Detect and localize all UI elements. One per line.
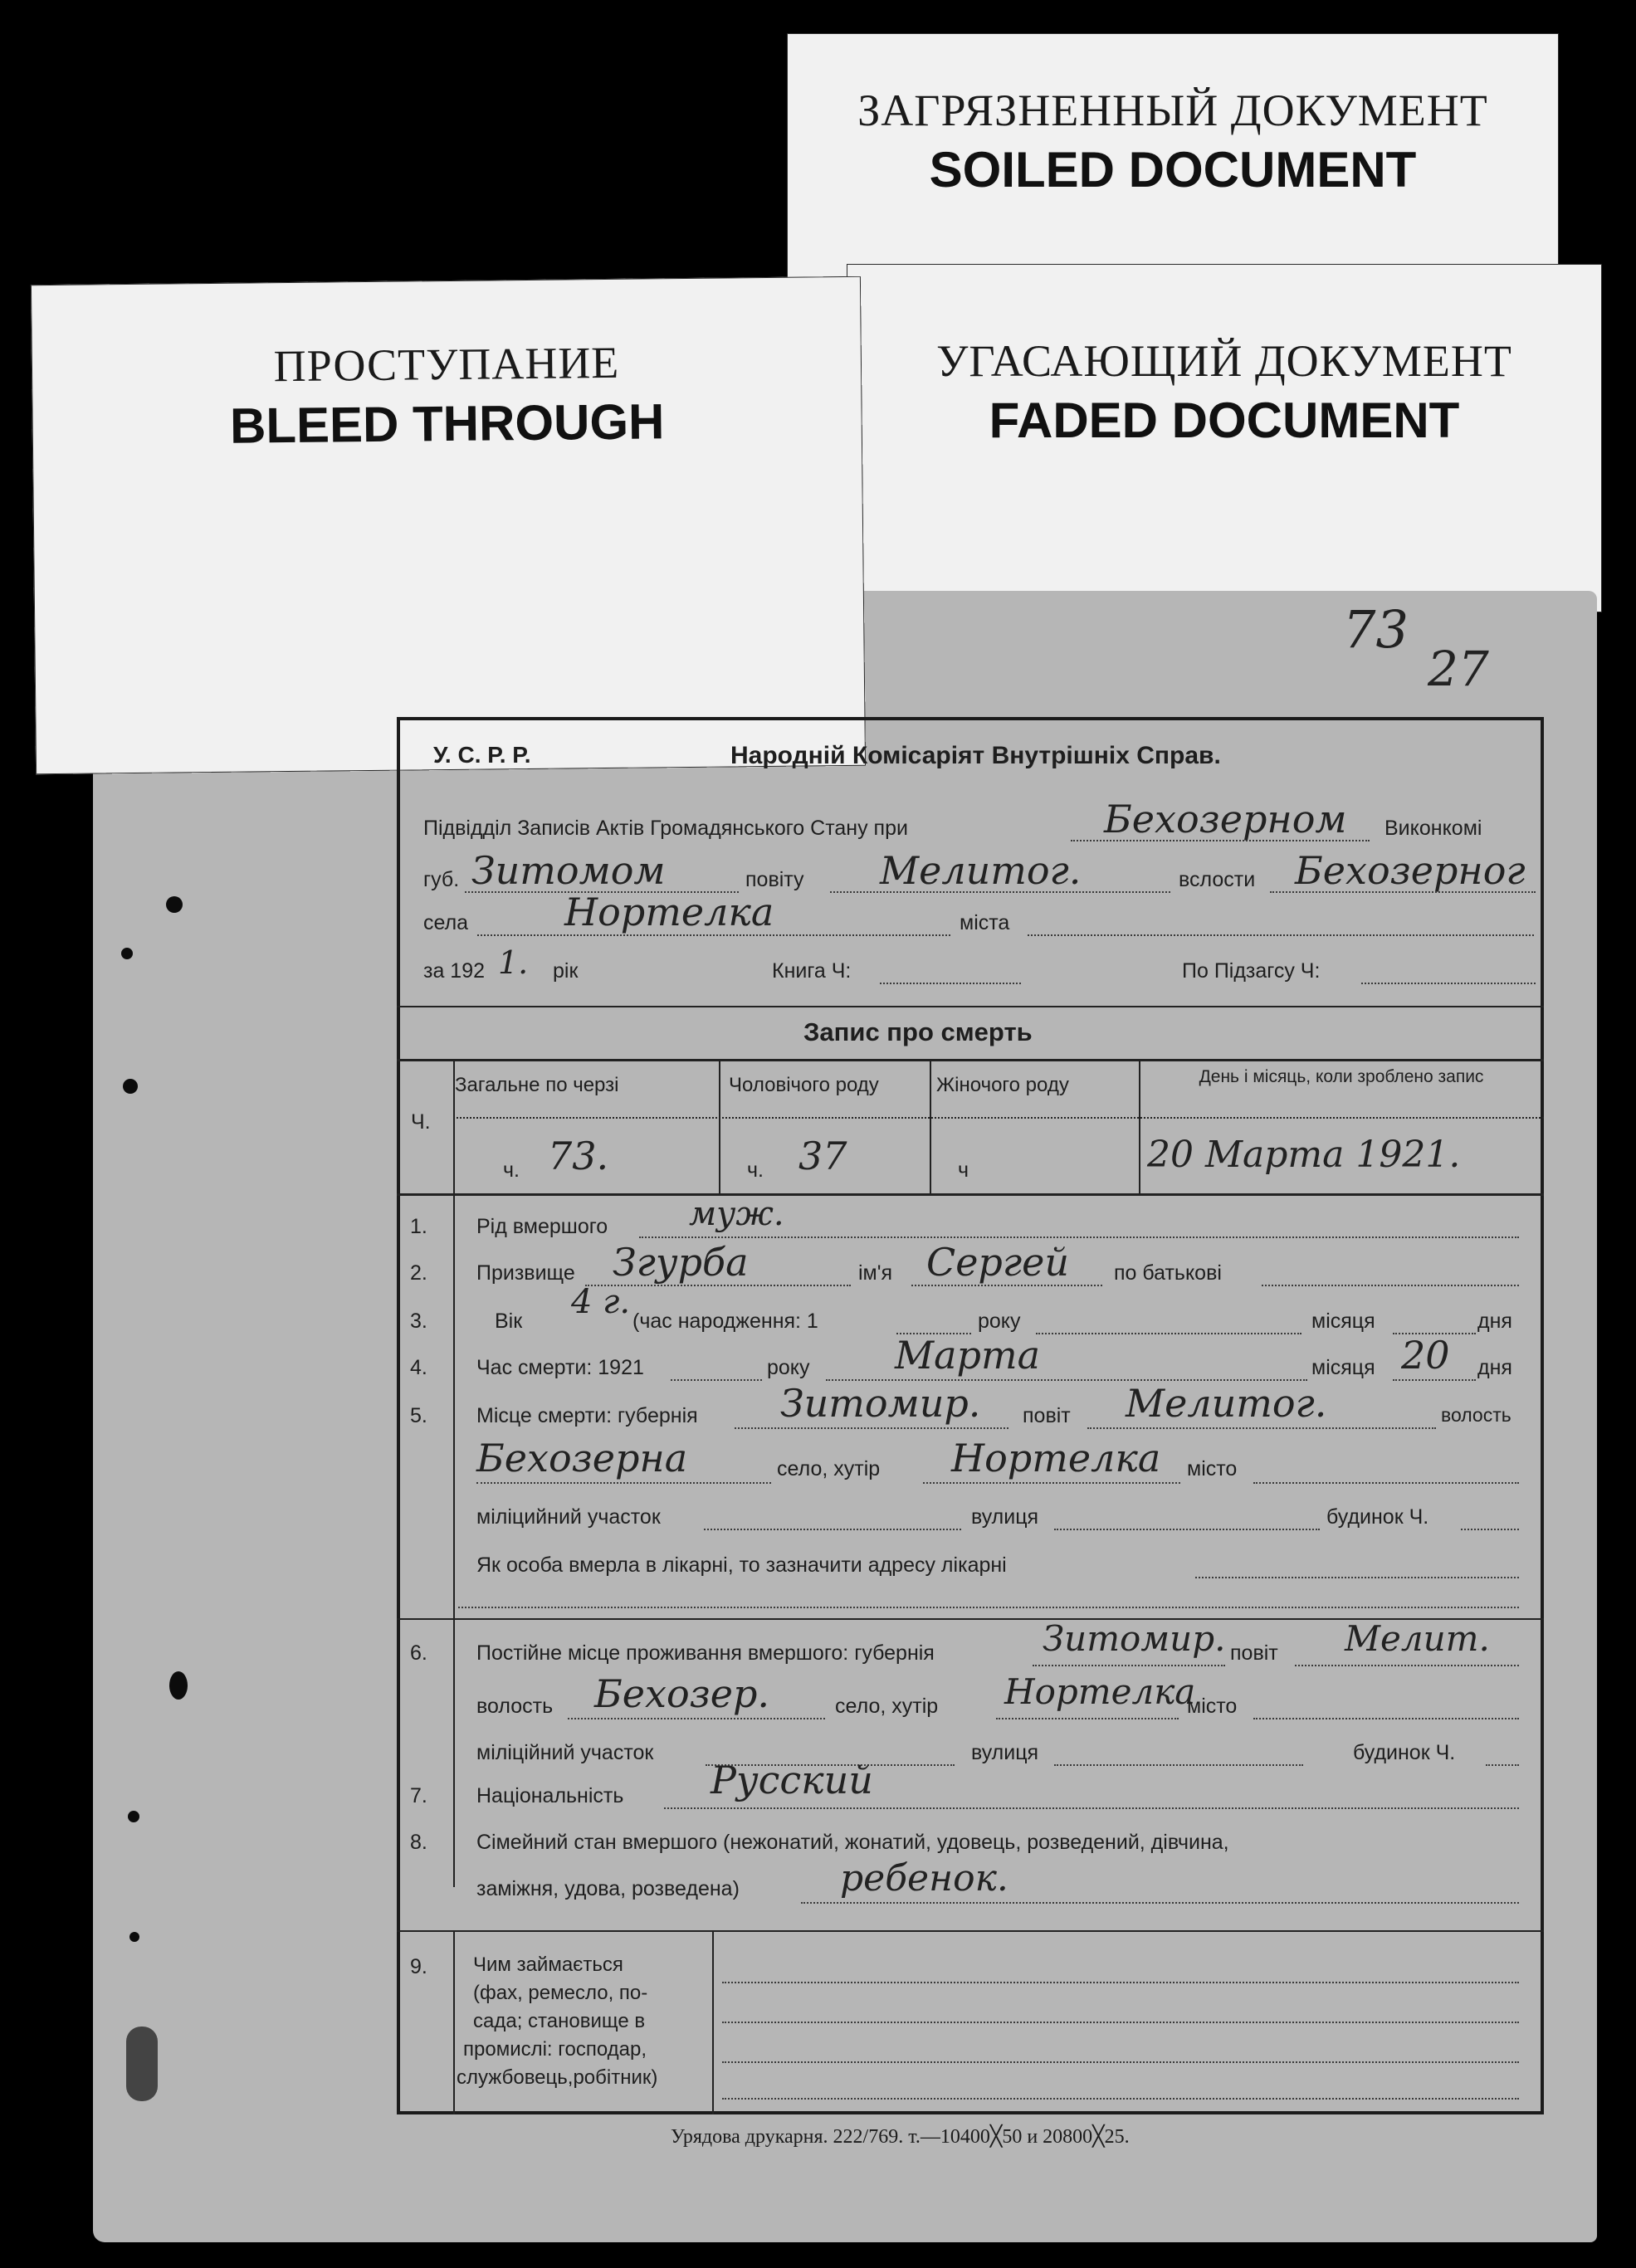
day-label: дня	[1477, 1310, 1512, 1333]
sela-label: села	[423, 911, 469, 934]
punch-hole	[121, 948, 133, 959]
corner-number: 73	[1343, 599, 1409, 660]
surname-label: Призвище	[476, 1261, 575, 1285]
punch-hole	[128, 1811, 139, 1822]
occupation-label: Чим займається	[473, 1953, 623, 1976]
hw-gender: муж.	[689, 1195, 784, 1233]
hw-death-district: Мелитог.	[1126, 1381, 1327, 1426]
row-number: 1.	[410, 1215, 427, 1238]
day-label: дня	[1477, 1356, 1512, 1379]
occupation-hint: промислі: господар,	[463, 2038, 647, 2061]
hw-residence-volost: Бехозер.	[594, 1671, 770, 1716]
hw-death-day: 20	[1401, 1333, 1450, 1378]
ch-label: ч	[958, 1158, 969, 1182]
row-number: 5.	[410, 1404, 427, 1427]
house-label: будинок Ч.	[1353, 1741, 1456, 1764]
col-date: День і місяць, коли зроблено запис	[1199, 1067, 1484, 1086]
hw-vslosti: Бехозерног	[1295, 848, 1526, 893]
village-label: село, хутір	[835, 1695, 939, 1718]
street-label: вулиця	[971, 1741, 1039, 1764]
militia-label: міліцийний участок	[476, 1505, 661, 1529]
executive-committee-label: Виконкомі	[1384, 817, 1482, 840]
occupation-hint: (фах, ремесло, по-	[473, 1982, 648, 2004]
punch-hole	[166, 896, 183, 913]
row-number: 7.	[410, 1784, 427, 1807]
hw-nationality: Русский	[711, 1758, 873, 1802]
month-label: місяця	[1311, 1356, 1375, 1379]
slip-ru-label: УГАСАЮЩИЙ ДОКУМЕНТ	[936, 336, 1512, 386]
year-label: року	[978, 1310, 1021, 1333]
pidzagsu-label: По Підзагсу Ч:	[1182, 959, 1321, 983]
row-number: 6.	[410, 1641, 427, 1665]
hw-death-province: Зитомир.	[780, 1381, 981, 1426]
col-female: Жіночого роду	[936, 1074, 1069, 1096]
village-label: село, хутір	[777, 1457, 881, 1480]
subdivision-label: Підвідділ Записів Актів Громадянського Стану при	[423, 817, 908, 840]
vslosti-label: вслости	[1179, 868, 1256, 891]
col-general: Загальне по черзі	[455, 1074, 619, 1096]
deceased-gender-label: Рід вмершого	[476, 1215, 608, 1238]
hw-residence-province: Зитомир.	[1043, 1618, 1226, 1659]
row-number: 9.	[410, 1955, 427, 1978]
hw-residence-district: Мелит.	[1345, 1618, 1490, 1659]
hw-povitu: Мелитог.	[880, 848, 1082, 893]
hw-marital-status: ребенок.	[840, 1857, 1008, 1900]
marital-status-label: Сімейний стан вмершого (нежонатий, жонатий, удовець, розведений, дівчина,	[476, 1831, 1229, 1854]
street-label: вулиця	[971, 1505, 1039, 1529]
year-label: року	[767, 1356, 810, 1379]
slip-ru-label: ПРОСТУПАНИЕ	[273, 337, 620, 392]
hw-death-village: Нортелка	[951, 1436, 1161, 1480]
povitu-label: повіту	[745, 868, 804, 891]
slip-en-label: SOILED DOCUMENT	[929, 142, 1417, 198]
ch-label: ч.	[747, 1158, 764, 1182]
volost-label: волость	[476, 1695, 554, 1718]
col-ch: Ч.	[411, 1110, 431, 1134]
hw-general-number: 73.	[548, 1134, 609, 1178]
residence-label: Постійне місце проживання вмершого: губернія	[476, 1641, 935, 1665]
birth-time-label: (час народження: 1	[632, 1310, 818, 1333]
hw-age: 4 г.	[571, 1283, 631, 1321]
corner-number-2: 27	[1428, 641, 1489, 697]
volost-label: волость	[1441, 1404, 1511, 1426]
month-label: місяця	[1311, 1310, 1375, 1333]
district-label: повіт	[1023, 1404, 1071, 1427]
bleed-through-slip	[31, 276, 866, 774]
ussr-label: У. С. Р. Р.	[433, 742, 531, 768]
hw-gub: Зитомом	[471, 848, 666, 893]
age-label: Вік	[495, 1310, 523, 1333]
soiled-document-slip	[787, 33, 1559, 282]
faded-document-slip	[847, 264, 1602, 612]
nationality-label: Національність	[476, 1784, 624, 1807]
hw-record-date: 20 Марта 1921.	[1147, 1134, 1461, 1176]
slip-en-label: FADED DOCUMENT	[989, 393, 1460, 448]
hw-year: 1.	[498, 944, 529, 981]
za-label: за 192	[423, 959, 486, 983]
hw-death-month: Марта	[895, 1333, 1041, 1378]
col-male: Чоловічого роду	[729, 1074, 879, 1096]
punch-hole	[123, 1079, 138, 1094]
militia-label: міліційний участок	[476, 1741, 654, 1764]
punch-hole	[126, 2027, 158, 2101]
hw-residence-village: Нортелка	[1004, 1671, 1196, 1712]
hospital-label: Як особа вмерла в лікарні, то зазначити адресу лікарні	[476, 1553, 1007, 1577]
occupation-hint: сада; становище в	[473, 2010, 646, 2032]
row-number: 3.	[410, 1310, 427, 1333]
patronymic-label: по батькові	[1114, 1261, 1222, 1285]
record-title: Запис про смерть	[803, 1017, 1033, 1046]
hw-male-number: 37	[798, 1134, 847, 1178]
row-number: 8.	[410, 1831, 427, 1854]
commissariat-label: Народній Комісаріят Внутрішніх Справ.	[730, 742, 1221, 769]
death-place-label: Місце смерти: губернія	[476, 1404, 698, 1427]
ch-label: ч.	[503, 1158, 520, 1182]
house-label: будинок Ч.	[1326, 1505, 1429, 1529]
punch-hole	[169, 1671, 188, 1700]
mista-label: міста	[960, 911, 1010, 934]
hw-death-volost: Бехозерна	[476, 1436, 688, 1480]
rik-label: рік	[553, 959, 579, 983]
hw-surname: Згурба	[613, 1240, 749, 1285]
kniga-label: Книга Ч:	[772, 959, 852, 983]
town-label: місто	[1187, 1457, 1238, 1480]
punch-hole	[129, 1932, 139, 1942]
marital-status-label-2: заміжня, удова, розведена)	[476, 1877, 740, 1900]
district-label: повіт	[1230, 1641, 1278, 1665]
death-time-label: Час смерти: 1921	[476, 1356, 644, 1379]
gub-label: губ.	[423, 868, 460, 891]
slip-en-label: BLEED THROUGH	[229, 393, 665, 454]
slip-ru-label: ЗАГРЯЗНЕННЫЙ ДОКУМЕНТ	[857, 85, 1488, 135]
row-number: 4.	[410, 1356, 427, 1379]
printer-footer: Урядова друкарня. 222/769. т.—10400╳50 и 20800╳25.	[671, 2126, 1130, 2148]
hw-executive-committee: Бехозерном	[1104, 797, 1347, 841]
first-name-label: ім'я	[858, 1261, 893, 1285]
occupation-hint: службовець,робітник)	[457, 2066, 658, 2089]
row-number: 2.	[410, 1261, 427, 1285]
hw-sela: Нортелка	[564, 890, 774, 934]
town-label: місто	[1187, 1695, 1238, 1718]
hw-first-name: Сергей	[926, 1240, 1069, 1285]
